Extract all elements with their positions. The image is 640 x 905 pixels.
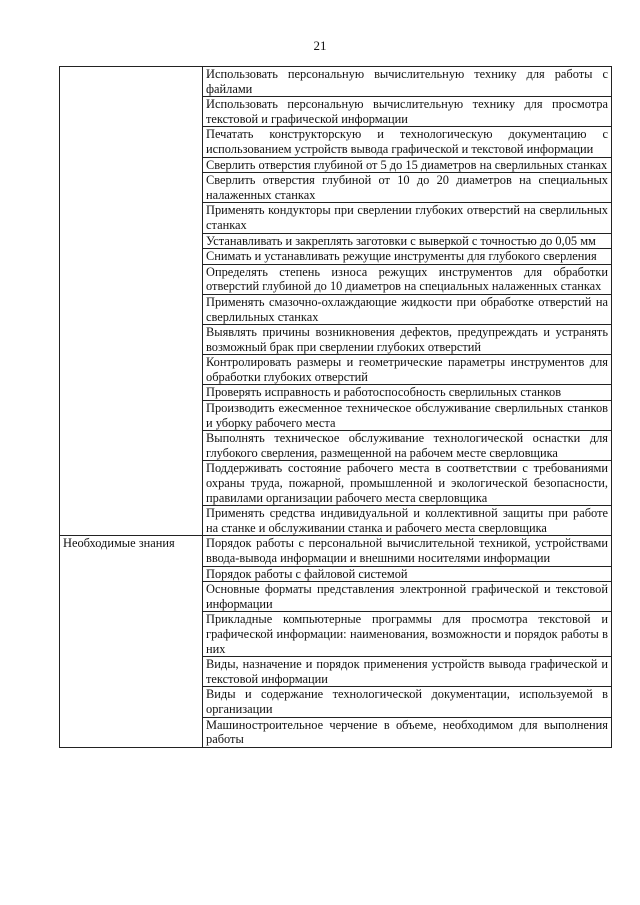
knowledge-item: Порядок работы с персональной вычислительной техникой, устройствами ввода-вывода информации и внешними носителями информации: [203, 536, 612, 566]
skills-label: [60, 67, 203, 536]
skills-row: [60, 67, 612, 97]
skills-item: Выявлять причины возникновения дефектов, предупреждать и устранять возможный брак при сверлении глубоких отверстий: [203, 325, 612, 355]
skills-item: Поддерживать состояние рабочего места в соответствии с требованиями охраны труда, пожарной, промышленной и экологической безопасности, правилами организации рабочего места сверловщика: [203, 461, 612, 506]
page-number: 21: [313, 38, 327, 53]
skills-item: Использовать персональную вычислительную технику для просмотра текстовой и графической информации: [203, 97, 612, 127]
knowledge-row: [60, 536, 612, 566]
requirements-table: [59, 66, 612, 748]
skills-item: Применять смазочно-охлаждающие жидкости при обработке отверстий на сверлильных станках: [203, 294, 612, 324]
knowledge-label: Необходимые знания: [60, 536, 203, 747]
skills-item: Производить ежесменное техническое обслуживание сверлильных станков и уборку рабочего места: [203, 401, 612, 431]
skills-item: Устанавливать и закреплять заготовки с выверкой с точностью до 0,05 мм: [203, 233, 612, 249]
knowledge-item: Прикладные компьютерные программы для просмотра текстовой и графической информации: наименования, возможности и порядок работы в них: [203, 612, 612, 657]
skills-item: Выполнять техническое обслуживание технологической оснастки для глубокого сверления, размещенной на рабочем месте сверловщика: [203, 431, 612, 461]
knowledge-item: Основные форматы представления электронной графической и текстовой информации: [203, 582, 612, 612]
skills-item: Применять кондукторы при сверлении глубоких отверстий на сверлильных станках: [203, 203, 612, 233]
skills-item: Печатать конструкторскую и технологическую документацию с использованием устройств вывода графической и текстовой информации: [203, 127, 612, 157]
knowledge-item: Порядок работы с файловой системой: [203, 566, 612, 582]
skills-item: Сверлить отверстия глубиной от 5 до 15 диаметров на сверлильных станках: [203, 157, 612, 173]
skills-item: Использовать персональную вычислительную технику для работы с файлами: [203, 67, 612, 97]
skills-item: Применять средства индивидуальной и коллективной защиты при работе на станке и обслуживании станка и рабочего места сверловщика: [203, 506, 612, 536]
skills-item: Снимать и устанавливать режущие инструменты для глубокого сверления: [203, 249, 612, 265]
knowledge-item: Виды, назначение и порядок применения устройств вывода графической и текстовой информации: [203, 657, 612, 687]
skills-item: Сверлить отверстия глубиной от 10 до 20 диаметров на специальных налаженных станках: [203, 173, 612, 203]
knowledge-item: Виды и содержание технологической документации, используемой в организации: [203, 687, 612, 717]
skills-item: Определять степень износа режущих инструментов для обработки отверстий глубиной до 10 диаметров на специальных налаженных станках: [203, 264, 612, 294]
knowledge-item: Машиностроительное черчение в объеме, необходимом для выполнения работы: [203, 717, 612, 747]
skills-item: Контролировать размеры и геометрические параметры инструментов для обработки глубоких отверстий: [203, 355, 612, 385]
skills-item: Проверять исправность и работоспособность сверлильных станков: [203, 385, 612, 401]
